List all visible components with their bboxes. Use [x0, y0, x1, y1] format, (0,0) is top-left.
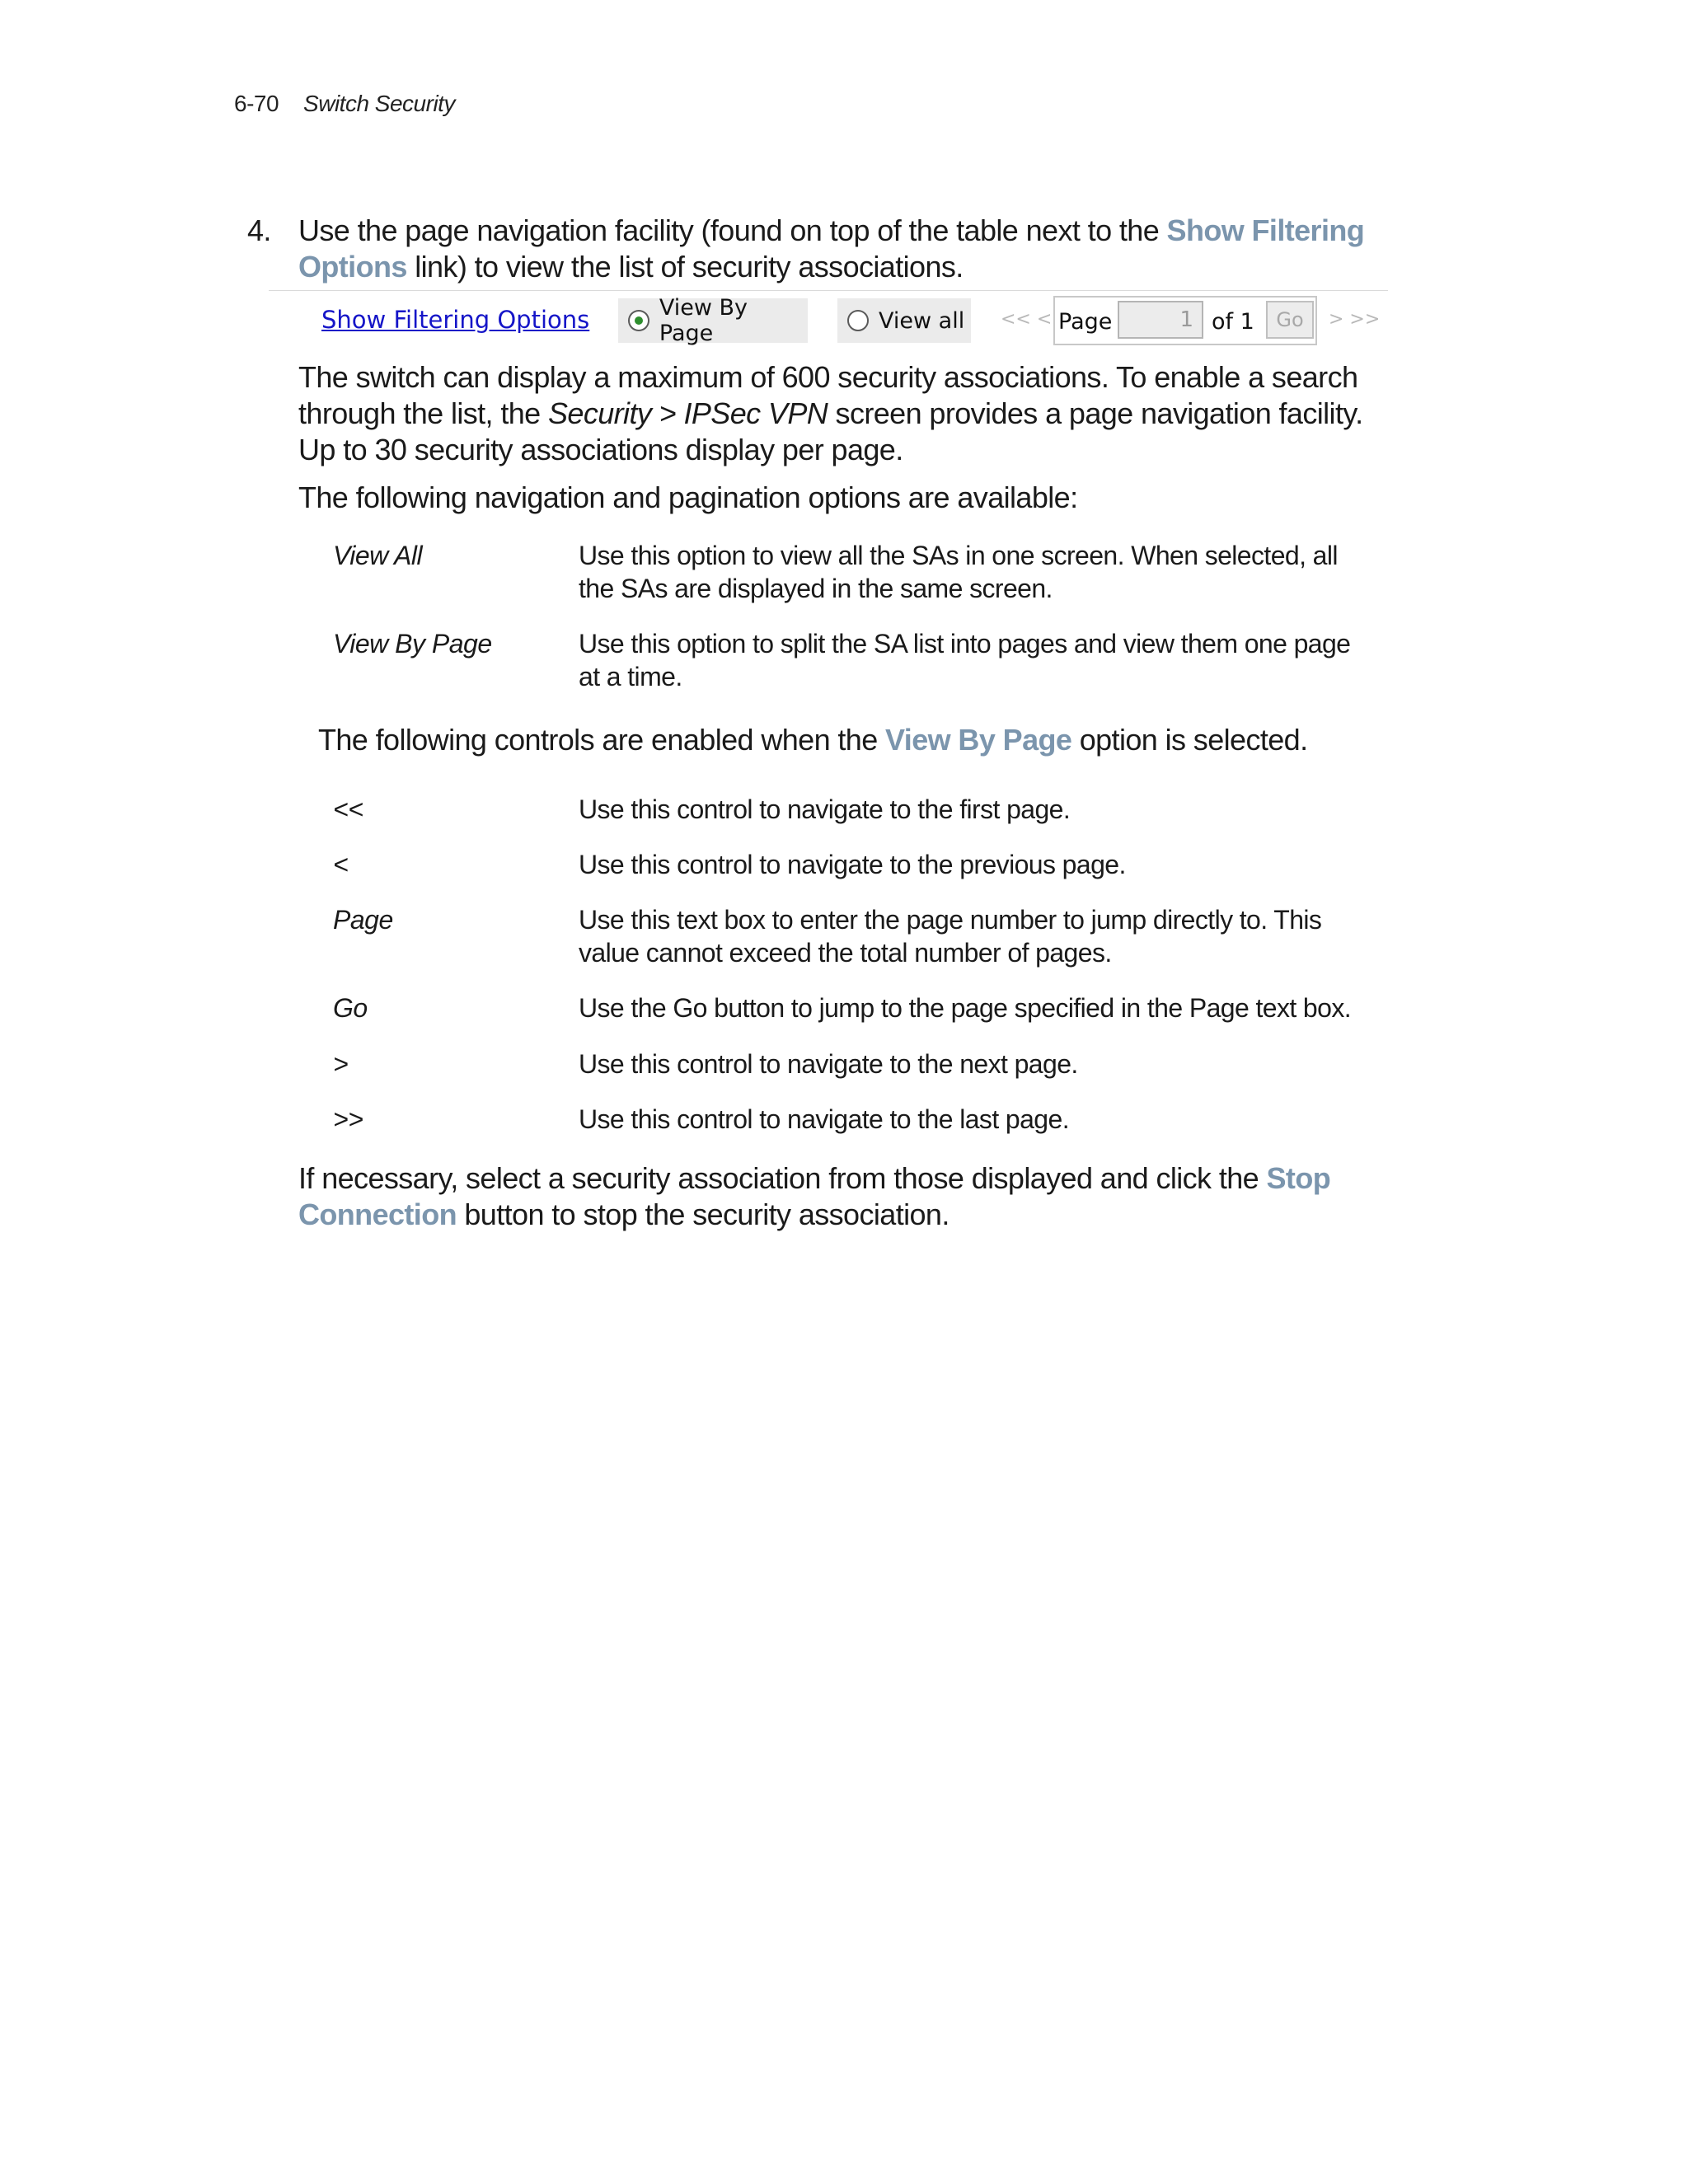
stop-connection-ref: Stop Connection	[298, 1161, 1331, 1231]
go-button[interactable]: Go	[1266, 301, 1314, 339]
show-filtering-options-ref: Show Filtering Options	[298, 213, 1365, 284]
control-term: Page	[333, 905, 393, 935]
paragraph-text-part: If necessary, select a security association from those displayed and click the	[298, 1161, 1267, 1195]
page-number-input[interactable]	[1118, 301, 1203, 339]
page-label: Page	[1058, 309, 1113, 335]
control-term: <<	[333, 794, 363, 824]
page-navigation-screenshot	[269, 290, 1388, 350]
paragraph-text-part: option is selected.	[1071, 723, 1308, 757]
control-definition: Use this control to navigate to the first page.	[579, 794, 1071, 824]
paragraph-capacity	[298, 359, 1395, 468]
option-definition: Use this option to view all the SAs in one screen. When selected, all the SAs are displayed in the same screen.	[579, 541, 1338, 603]
control-definition: Use this control to navigate to the previous page.	[579, 850, 1126, 879]
next-last-arrows[interactable]: > >>	[1329, 309, 1381, 330]
step-number: 4.	[247, 213, 271, 247]
control-definition: Use this text box to enter the page number to jump directly to. This value cannot exceed the total number of pages.	[579, 905, 1322, 968]
option-term: View By Page	[333, 629, 492, 658]
step-text-part: link) to view the list of security associations.	[406, 250, 964, 284]
view-by-page-label: View By Page	[659, 295, 748, 346]
option-definition: Use this option to split the SA list into pages and view them one page at a time.	[579, 629, 1351, 691]
paragraph-text-part: The following controls are enabled when the	[318, 723, 886, 757]
view-by-page-option[interactable]	[618, 295, 808, 346]
control-definition: Use this control to navigate to the last page.	[579, 1104, 1069, 1134]
page-header	[234, 91, 455, 117]
radio-unselected-icon[interactable]	[847, 310, 869, 331]
view-by-page-ref: View By Page	[885, 723, 1072, 757]
option-term: View All	[333, 541, 423, 570]
first-previous-arrows[interactable]: << <	[1001, 309, 1053, 330]
paragraph-text-part: button to stop the security association.	[456, 1197, 950, 1231]
section-title: Switch Security	[303, 91, 455, 116]
paragraph-controls-intro	[318, 722, 1414, 758]
list-item	[333, 627, 1404, 693]
paragraph-stop-connection	[298, 1160, 1395, 1233]
list-item	[333, 1103, 1404, 1136]
control-term: Go	[333, 993, 368, 1023]
paragraph-text-part: screen provides a page navigation facility. Up to 30 security associations display per page.	[298, 396, 1363, 466]
view-all-option[interactable]	[837, 298, 971, 343]
control-definition: Use this control to navigate to the next page.	[579, 1049, 1078, 1079]
control-definition: Use the Go button to jump to the page specified in the Page text box.	[579, 993, 1352, 1023]
paragraph-text-part: The switch can display a maximum of 600 security associations. To enable a search through the list, the	[298, 360, 1358, 430]
menu-path: Security > IPSec VPN	[548, 396, 828, 430]
list-item	[333, 991, 1404, 1024]
page-total-label: of 1	[1212, 309, 1254, 335]
page-jump-box	[1053, 296, 1317, 345]
view-all-label: View all	[879, 307, 965, 334]
list-item	[333, 1047, 1404, 1080]
list-item	[333, 793, 1404, 826]
list-item	[333, 539, 1404, 605]
list-item	[333, 848, 1404, 881]
page-number: 6-70	[234, 91, 279, 116]
paragraph-options-intro: The following navigation and pagination options are available:	[298, 480, 1078, 514]
control-term: <	[333, 850, 349, 879]
step-4	[247, 213, 1409, 285]
radio-selected-icon[interactable]	[628, 310, 649, 331]
show-filtering-options-link[interactable]: Show Filtering Options	[321, 306, 590, 334]
step-text-part: Use the page navigation facility (found on top of the table next to the	[298, 213, 1167, 247]
list-item	[333, 903, 1404, 969]
control-term: >>	[333, 1104, 363, 1134]
control-term: >	[333, 1049, 349, 1079]
step-text	[298, 213, 1409, 285]
